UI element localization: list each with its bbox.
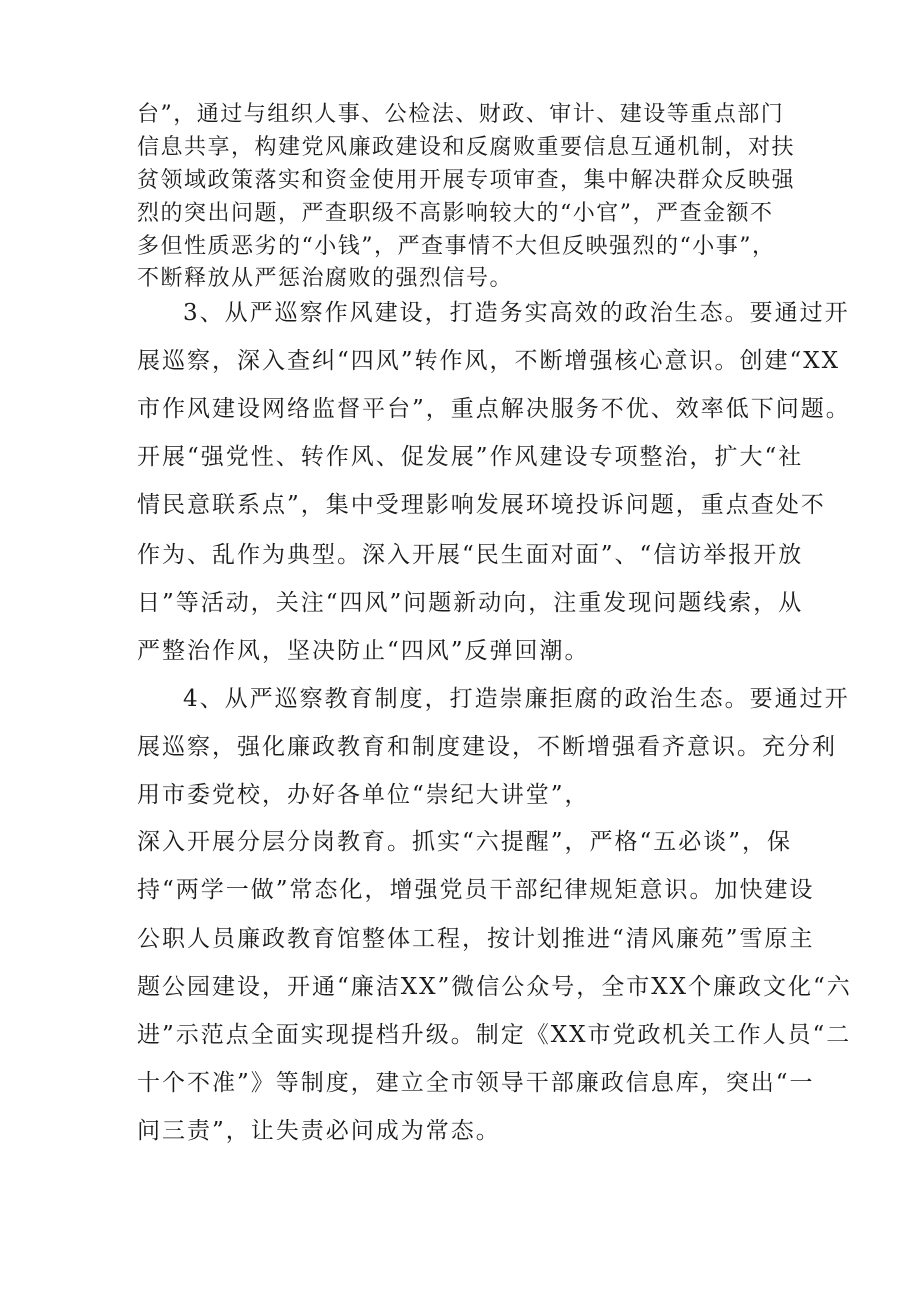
text-line: 烈的突出问题，严查职级不高影响较大的“小官”，严查金额不 [137,201,774,226]
text-line: 问三责”，让失责必问成为常态。 [137,1118,501,1144]
text-line: 3、从严巡察作风建设，打造务实高效的政治生态。要通过开 [183,300,850,326]
text-line: 情民意联系点”，集中受理影响发展环境投诉问题，重点查处不 [137,492,826,518]
text-line: 严整治作风，坚决防止“四风”反弹回潮。 [137,638,590,664]
text-line: 持“两学一做”常态化，增强党员干部纪律规矩意识。加快建设 [137,877,815,903]
text-line: 日”等活动，关注“四风”问题新动向，注重发现问题线索，从 [137,590,804,616]
text-line: 贫领域政策落实和资金使用开展专项审查，集中解决群众反映强 [137,168,796,193]
text-line: 市作风建设网络监督平台”，重点解决服务不优、效率低下问题。 [137,396,851,422]
text-line: 多但性质恶劣的“小钱”，严查事情不大但反映强烈的“小事”， [137,234,776,259]
text-line: 用市委党校，办好各单位“崇纪大讲堂”， [137,782,590,808]
text-line: 展巡察，强化廉政教育和制度建设，不断增强看齐意识。充分利 [137,734,837,760]
text-line: 4、从严巡察教育制度，打造崇廉拒腐的政治生态。要通过开 [183,686,850,712]
text-line: 深入开展分层分岗教育。抓实“六提醒”，严格“五必谈”，保 [137,829,793,855]
text-line: 不断释放从严惩治腐败的强烈信号。 [137,266,514,291]
text-line: 信息共享，构建党风廉政建设和反腐败重要信息互通机制，对扶 [137,135,796,160]
text-line: 展巡察，深入查纠“四风”转作风，不断增强核心意识。创建“XX [137,348,841,374]
text-line: 进”示范点全面实现提档升级。制定《XX市党政机关工作人员“二 [137,1022,852,1048]
text-line: 题公园建设，开通“廉洁XX”微信公众号，全市XX个廉政文化“六 [137,974,852,1000]
text-line: 开展“强党性、转作风、促发展”作风建设专项整治，扩大“社 [137,444,804,470]
text-line: 十个不准”》等制度，建立全市领导干部廉政信息库，突出“一 [137,1070,815,1096]
text-line: 作为、乱作为典型。深入开展“民生面对面”、“信访举报开放 [137,542,804,568]
text-line: 台”，通过与组织人事、公检法、财政、审计、建设等重点部门 [137,102,785,127]
text-line: 公职人员廉政教育馆整体工程，按计划推进“清风廉苑”雪原主 [137,926,815,952]
